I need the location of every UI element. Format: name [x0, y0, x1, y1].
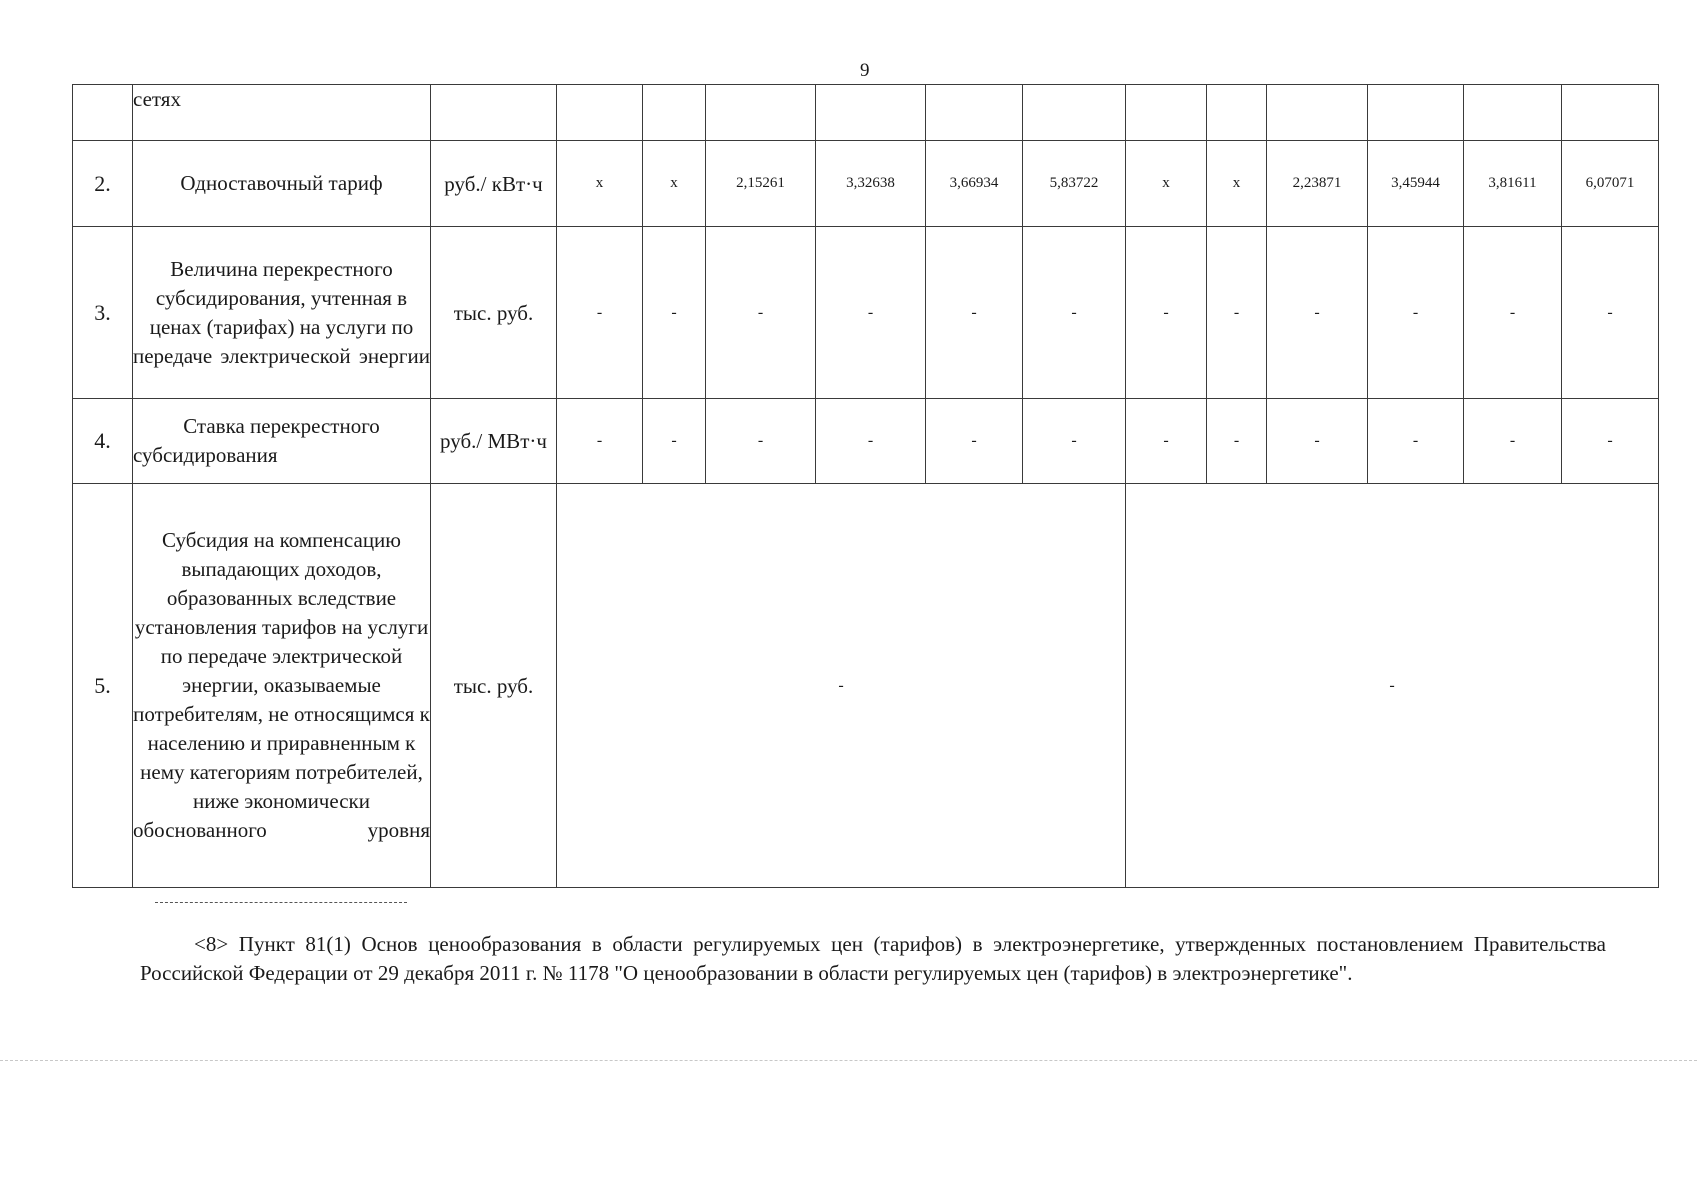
- table-row: [73, 227, 1659, 399]
- value-cell: 6,07071: [1562, 141, 1659, 227]
- value-cell: -: [557, 399, 643, 484]
- value-cell: -: [706, 399, 816, 484]
- value-cell: х: [1126, 141, 1207, 227]
- table-row: [73, 399, 1659, 484]
- value-cell: -: [926, 227, 1023, 399]
- merged-value-cell: -: [557, 484, 1126, 888]
- value-cell: 3,66934: [926, 141, 1023, 227]
- value-cell: -: [643, 227, 706, 399]
- unit-cell: руб./ МВт·ч: [431, 399, 557, 484]
- row-name-cell: сетях: [133, 85, 431, 141]
- value-cell: -: [1126, 399, 1207, 484]
- unit-cell: тыс. руб.: [431, 484, 557, 888]
- row-number-cell: 3.: [73, 227, 133, 399]
- value-cell: -: [1023, 227, 1126, 399]
- value-cell: 3,32638: [816, 141, 926, 227]
- value-cell: х: [557, 141, 643, 227]
- row-name-cell: Величина перекрестного субсидирования, учтенная в ценах (тарифах) на услуги по передаче электрической энергии: [133, 227, 431, 399]
- value-cell: -: [1562, 399, 1659, 484]
- unit-cell: [431, 85, 557, 141]
- footnote-text: <8> Пункт 81(1) Основ ценообразования в области регулируемых цен (тарифов) в электроэнергетике, утвержденных постановлением Правительства Российской Федерации от 29 декабря 2011 г. № 1178 "О ценообразовании в области регулируемых цен (тарифов) в электроэнергетике".: [140, 932, 1606, 985]
- value-cell: -: [1267, 227, 1368, 399]
- unit-cell: руб./ кВт·ч: [431, 141, 557, 227]
- value-cell: -: [1464, 399, 1562, 484]
- value-cell: 3,81611: [1464, 141, 1562, 227]
- row-number-cell: [73, 85, 133, 141]
- value-cell: -: [1023, 399, 1126, 484]
- table-row: [73, 85, 1659, 141]
- row-name-cell: Одноставочный тариф: [133, 141, 431, 227]
- value-cell: -: [1368, 227, 1464, 399]
- footnote-separator: [155, 902, 407, 903]
- value-cell: -: [1267, 399, 1368, 484]
- value-cell: -: [816, 227, 926, 399]
- tariff-table: [72, 84, 1659, 888]
- value-cell: -: [1126, 227, 1207, 399]
- merged-value-cell: -: [1126, 484, 1659, 888]
- row-number-cell: 2.: [73, 141, 133, 227]
- value-cell: х: [1207, 141, 1267, 227]
- value-cell: х: [643, 141, 706, 227]
- value-cell: -: [706, 227, 816, 399]
- page-number: 9: [860, 60, 870, 81]
- value-cell: -: [1368, 399, 1464, 484]
- value-cell: -: [1562, 227, 1659, 399]
- value-cell: -: [1464, 227, 1562, 399]
- value-cell: -: [1207, 227, 1267, 399]
- value-cell: -: [816, 399, 926, 484]
- row-number-cell: 4.: [73, 399, 133, 484]
- footnote: [140, 930, 1606, 988]
- value-cell: 3,45944: [1368, 141, 1464, 227]
- row-number-cell: 5.: [73, 484, 133, 888]
- row-name-cell: Субсидия на компенсацию выпадающих доходов, образованных вследствие установления тарифов на услуги по передаче электрической энергии, оказываемые потребителям, не относящимся к населению и приравненным к нему категориям потребителей, ниже экономически обоснованного уровня: [133, 484, 431, 888]
- unit-cell: тыс. руб.: [431, 227, 557, 399]
- scan-artifact-line: [0, 1060, 1697, 1061]
- table-row: [73, 141, 1659, 227]
- value-cell: -: [643, 399, 706, 484]
- value-cell: -: [926, 399, 1023, 484]
- value-cell: 5,83722: [1023, 141, 1126, 227]
- row-name-cell: Ставка перекрестного субсидирования: [133, 399, 431, 484]
- value-cell: -: [1207, 399, 1267, 484]
- table-row: [73, 484, 1659, 888]
- value-cell: 2,23871: [1267, 141, 1368, 227]
- value-cell: 2,15261: [706, 141, 816, 227]
- value-cell: -: [557, 227, 643, 399]
